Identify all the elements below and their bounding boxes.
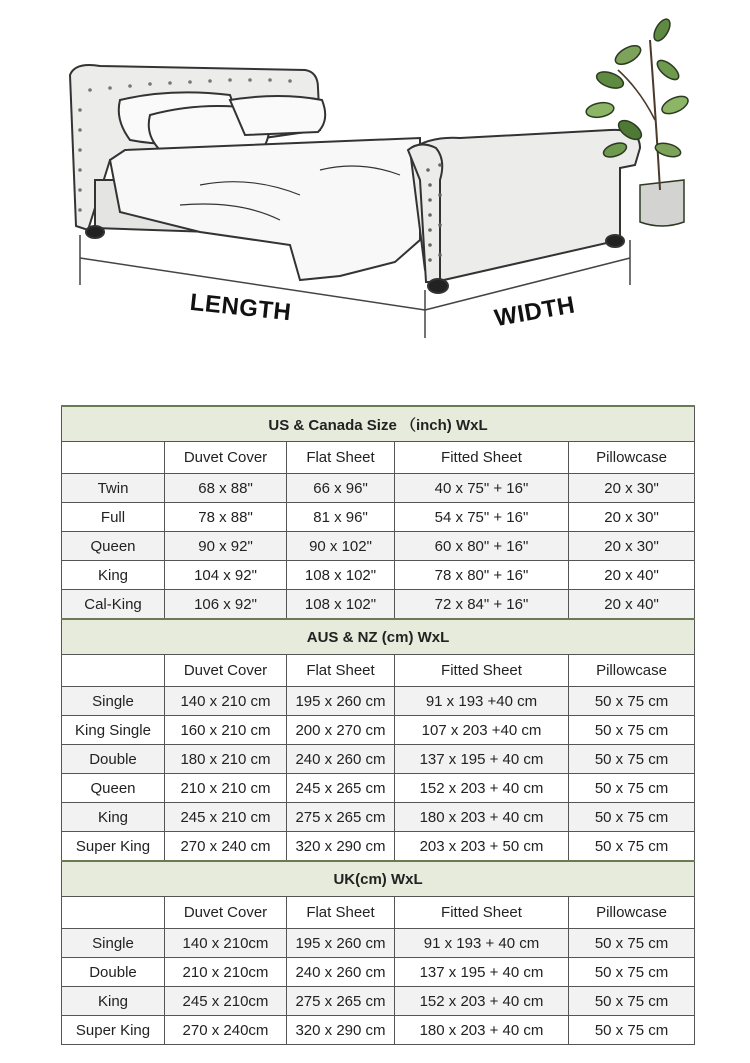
- table-cell: 50 x 75 cm: [569, 687, 695, 716]
- table-cell: 210 x 210 cm: [165, 774, 287, 803]
- table-cell: 50 x 75 cm: [569, 745, 695, 774]
- table-cell: 180 x 203 + 40 cm: [395, 803, 569, 832]
- table-row: [62, 716, 695, 745]
- table-cell: 137 x 195 + 40 cm: [395, 958, 569, 987]
- table-cell: 20 x 40": [569, 561, 695, 590]
- table-cell: 270 x 240 cm: [165, 832, 287, 862]
- table-cell: 50 x 75 cm: [569, 958, 695, 987]
- size-name-cell: King: [62, 561, 165, 590]
- table-cell: 160 x 210 cm: [165, 716, 287, 745]
- table-cell: 240 x 260 cm: [287, 745, 395, 774]
- table-cell: 275 x 265 cm: [287, 803, 395, 832]
- table-cell: 270 x 240cm: [165, 1016, 287, 1045]
- table-row: [62, 774, 695, 803]
- table-cell: 50 x 75 cm: [569, 987, 695, 1016]
- column-header-row: [62, 897, 695, 929]
- table-cell: 195 x 260 cm: [287, 687, 395, 716]
- table-row: [62, 503, 695, 532]
- table-cell: 50 x 75 cm: [569, 774, 695, 803]
- table-row: [62, 745, 695, 774]
- size-name-cell: Super King: [62, 832, 165, 862]
- table-row: [62, 474, 695, 503]
- table-row: [62, 590, 695, 620]
- table-cell: 140 x 210 cm: [165, 687, 287, 716]
- size-name-cell: Queen: [62, 774, 165, 803]
- table-cell: 20 x 30": [569, 474, 695, 503]
- table-cell: 81 x 96": [287, 503, 395, 532]
- size-name-cell: Full: [62, 503, 165, 532]
- section-title: UK(cm) WxL: [62, 861, 695, 897]
- table-cell: 140 x 210cm: [165, 929, 287, 958]
- table-cell: 78 x 80" + 16": [395, 561, 569, 590]
- column-header: [62, 442, 165, 474]
- column-header: Flat Sheet: [287, 655, 395, 687]
- column-header-row: [62, 442, 695, 474]
- size-name-cell: Single: [62, 687, 165, 716]
- size-name-cell: Twin: [62, 474, 165, 503]
- table-cell: 50 x 75 cm: [569, 716, 695, 745]
- size-name-cell: King: [62, 987, 165, 1016]
- size-name-cell: Super King: [62, 1016, 165, 1045]
- table-cell: 68 x 88": [165, 474, 287, 503]
- table-cell: 90 x 92": [165, 532, 287, 561]
- table-cell: 108 x 102": [287, 590, 395, 620]
- column-header-row: [62, 655, 695, 687]
- table-row: [62, 1016, 695, 1045]
- table-row: [62, 832, 695, 862]
- table-cell: 180 x 203 + 40 cm: [395, 1016, 569, 1045]
- table-cell: 210 x 210cm: [165, 958, 287, 987]
- table-cell: 104 x 92": [165, 561, 287, 590]
- table-cell: 108 x 102": [287, 561, 395, 590]
- duvet: [110, 138, 420, 280]
- table-cell: 50 x 75 cm: [569, 1016, 695, 1045]
- table-cell: 245 x 210 cm: [165, 803, 287, 832]
- column-header: Fitted Sheet: [395, 442, 569, 474]
- table-cell: 320 x 290 cm: [287, 832, 395, 862]
- column-header: [62, 897, 165, 929]
- section-title: US & Canada Size （inch) WxL: [62, 406, 695, 442]
- column-header: Flat Sheet: [287, 442, 395, 474]
- section-title-row: [62, 406, 695, 442]
- column-header: Pillowcase: [569, 897, 695, 929]
- table-cell: 195 x 260 cm: [287, 929, 395, 958]
- table-cell: 275 x 265 cm: [287, 987, 395, 1016]
- table-cell: 66 x 96": [287, 474, 395, 503]
- table-row: [62, 929, 695, 958]
- table-cell: 106 x 92": [165, 590, 287, 620]
- table-cell: 72 x 84" + 16": [395, 590, 569, 620]
- column-header: [62, 655, 165, 687]
- table-cell: 240 x 260 cm: [287, 958, 395, 987]
- table-cell: 20 x 40": [569, 590, 695, 620]
- section-title-row: [62, 861, 695, 897]
- table-row: [62, 803, 695, 832]
- table-cell: 90 x 102": [287, 532, 395, 561]
- table-row: [62, 958, 695, 987]
- table-row: [62, 987, 695, 1016]
- section-title: AUS & NZ (cm) WxL: [62, 619, 695, 655]
- size-name-cell: King Single: [62, 716, 165, 745]
- size-name-cell: King: [62, 803, 165, 832]
- size-name-cell: Single: [62, 929, 165, 958]
- size-name-cell: Double: [62, 958, 165, 987]
- table-cell: 91 x 193 +40 cm: [395, 687, 569, 716]
- size-name-cell: Queen: [62, 532, 165, 561]
- size-name-cell: Cal-King: [62, 590, 165, 620]
- size-name-cell: Double: [62, 745, 165, 774]
- bed-illustration: [0, 0, 750, 370]
- column-header: Fitted Sheet: [395, 897, 569, 929]
- table-cell: 40 x 75" + 16": [395, 474, 569, 503]
- table-cell: 200 x 270 cm: [287, 716, 395, 745]
- section-title-row: [62, 619, 695, 655]
- table-cell: 60 x 80" + 16": [395, 532, 569, 561]
- table-row: [62, 687, 695, 716]
- table-cell: 50 x 75 cm: [569, 803, 695, 832]
- size-table-body: [62, 406, 695, 1045]
- column-header: Flat Sheet: [287, 897, 395, 929]
- table-row: [62, 561, 695, 590]
- table-cell: 20 x 30": [569, 503, 695, 532]
- table-cell: 91 x 193 + 40 cm: [395, 929, 569, 958]
- column-header: Fitted Sheet: [395, 655, 569, 687]
- width-label: WIDTH: [492, 291, 578, 333]
- table-cell: 107 x 203 +40 cm: [395, 716, 569, 745]
- bedding-size-table: [61, 405, 695, 1045]
- table-cell: 137 x 195 + 40 cm: [395, 745, 569, 774]
- table-cell: 203 x 203 + 50 cm: [395, 832, 569, 862]
- column-header: Duvet Cover: [165, 442, 287, 474]
- table-cell: 54 x 75" + 16": [395, 503, 569, 532]
- table-cell: 50 x 75 cm: [569, 832, 695, 862]
- column-header: Pillowcase: [569, 442, 695, 474]
- column-header: Duvet Cover: [165, 655, 287, 687]
- column-header: Duvet Cover: [165, 897, 287, 929]
- table-cell: 152 x 203 + 40 cm: [395, 987, 569, 1016]
- table-cell: 245 x 210cm: [165, 987, 287, 1016]
- column-header: Pillowcase: [569, 655, 695, 687]
- table-cell: 320 x 290 cm: [287, 1016, 395, 1045]
- table-cell: 180 x 210 cm: [165, 745, 287, 774]
- table-cell: 245 x 265 cm: [287, 774, 395, 803]
- table-cell: 78 x 88": [165, 503, 287, 532]
- table-cell: 50 x 75 cm: [569, 929, 695, 958]
- table-cell: 20 x 30": [569, 532, 695, 561]
- length-label: LENGTH: [188, 288, 293, 327]
- table-row: [62, 532, 695, 561]
- table-cell: 152 x 203 + 40 cm: [395, 774, 569, 803]
